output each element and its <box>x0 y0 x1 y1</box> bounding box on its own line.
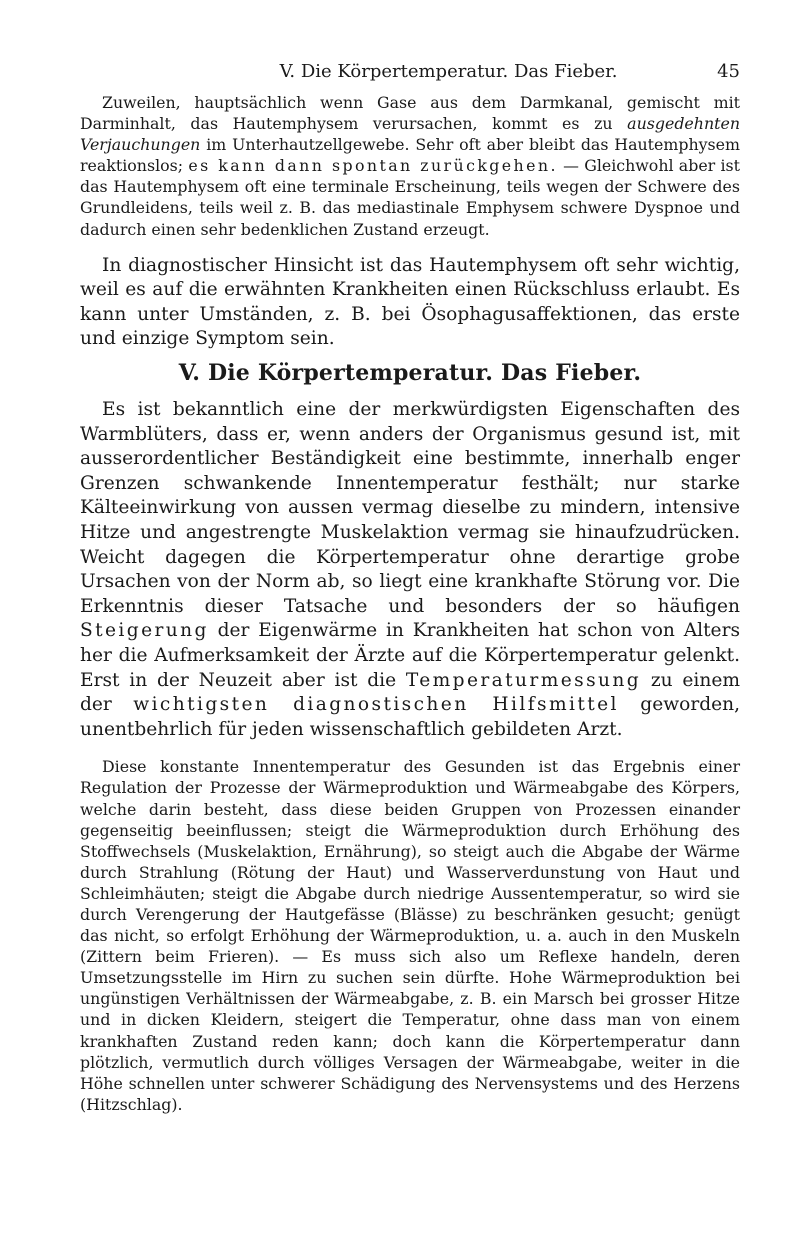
running-head <box>80 60 740 84</box>
spaced-text-steigerung: Steigerung <box>80 620 209 642</box>
spaced-text-spontan: es kann dann spontan zurückgehen. <box>188 156 558 176</box>
paragraph-diagnostic: In diagnostischer Hinsicht ist das Hautemphysem oft sehr wichtig, weil es auf die erwähnten Krankheiten einen Rückschluss erlaubt. Es kann unter Umständen, z. B. bei Ösophagusaffektionen, das erste und einzige Symptom sein. <box>80 254 740 350</box>
paragraph-regulation: Diese konstante Innentemperatur des Gesunden ist das Ergebnis einer Regulation der Prozesse der Wärmeproduktion und Wärmeabgabe des Körpers, welche darin besteht, dass diese beiden Gruppen von Prozessen einander gegenseitig beeinflussen; steigt die Wärmeproduktion durch Erhöhung des Stoffwechsels (Muskelaktion, Ernährung), so steigt auch die Abgabe der Wärme durch Strahlung (Rötung der Haut) und Wasserverdunstung von Haut und Schleimhäuten; steigt die Abgabe durch niedrige Aussentemperatur, so wird sie durch Verengerung der Hautgefässe (Blässe) zu beschränken gesucht; genügt das nicht, so erfolgt Erhöhung der Wärmeproduktion, u. a. auch in den Muskeln (Zittern beim Frieren). — Es muss sich also um Reflexe handeln, deren Umsetzungsstelle im Hirn zu suchen sein dürfte. Hohe Wärmeproduktion bei ungünstigen Verhältnissen der Wärmeabgabe, z. B. ein Marsch bei grosser Hitze und in dicken Kleidern, steigert die Temperatur, ohne dass man von einem krankhaften Zustand reden kann; doch kann die Körpertemperatur dann plötzlich, vermutlich durch völliges Versagen der Wärmeabgabe, weiter in die Höhe schnellen unter schwerer Schädigung des Nervensystems und des Herzens (Hitzschlag). <box>80 757 740 1114</box>
emphasis-verjauchungen: ausgedehnten Verjauchungen <box>80 114 740 155</box>
paragraph-emphysema: Zuweilen, hauptsächlich wenn Gase aus dem Darmkanal, gemischt mit Darminhalt, das Hautemphysem verursachen, kommt es zu ausgedehnten Verjauchungen im Unterhautzellgewebe. Sehr oft aber bleibt das Hautemphysem reaktionslos; es kann dann spontan zurückgehen. — Gleichwohl aber ist das Hautemphysem oft eine terminale Erscheinung, teils wegen der Schwere des Grundleidens, teils weil z. B. das mediastinale Emphysem schwere Dyspnoe und dadurch einen sehr bedenklichen Zustand erzeugt. <box>80 93 740 239</box>
spaced-text-temperaturmessung: Temperaturmessung <box>405 669 642 691</box>
paragraph-temperature: Es ist bekanntlich eine der merkwürdigsten Eigenschaften des Warmblüters, dass er, wenn anders der Organismus gesund ist, mit ausserordentlicher Beständigkeit eine bestimmte, innerhalb enger Grenzen schwankende Innentemperatur festhält; nur starke Kälteeinwirkung von aussen vermag dieselbe zu mindern, intensive Hitze und angestrengte Muskelaktion vermag sie hinaufzudrücken. Weicht dagegen die Körpertemperatur ohne derartige grobe Ursachen von der Norm ab, so liegt eine krankhafte Störung vor. Die Erkenntnis dieser Tatsache und besonders der so häufigen Steigerung der Eigenwärme in Krankheiten hat schon von Alters her die Aufmerksamkeit der Ärzte auf die Körpertemperatur gelenkt. Erst in der Neuzeit aber ist die Temperaturmessung zu einem der wichtigsten diagnostischen Hilfsmittel geworden, unentbehrlich für jeden wissenschaftlich gebildeten Arzt. <box>80 399 741 740</box>
page-number: 45 <box>717 61 740 82</box>
section-heading: V. Die Körpertemperatur. Das Fieber. <box>178 360 642 387</box>
spaced-text-hilfsmittel: wichtigsten diagnostischen Hilfsmittel <box>133 694 619 716</box>
document-page <box>80 60 740 1115</box>
running-head-title: V. Die Körpertemperatur. Das Fieber. <box>279 61 618 82</box>
